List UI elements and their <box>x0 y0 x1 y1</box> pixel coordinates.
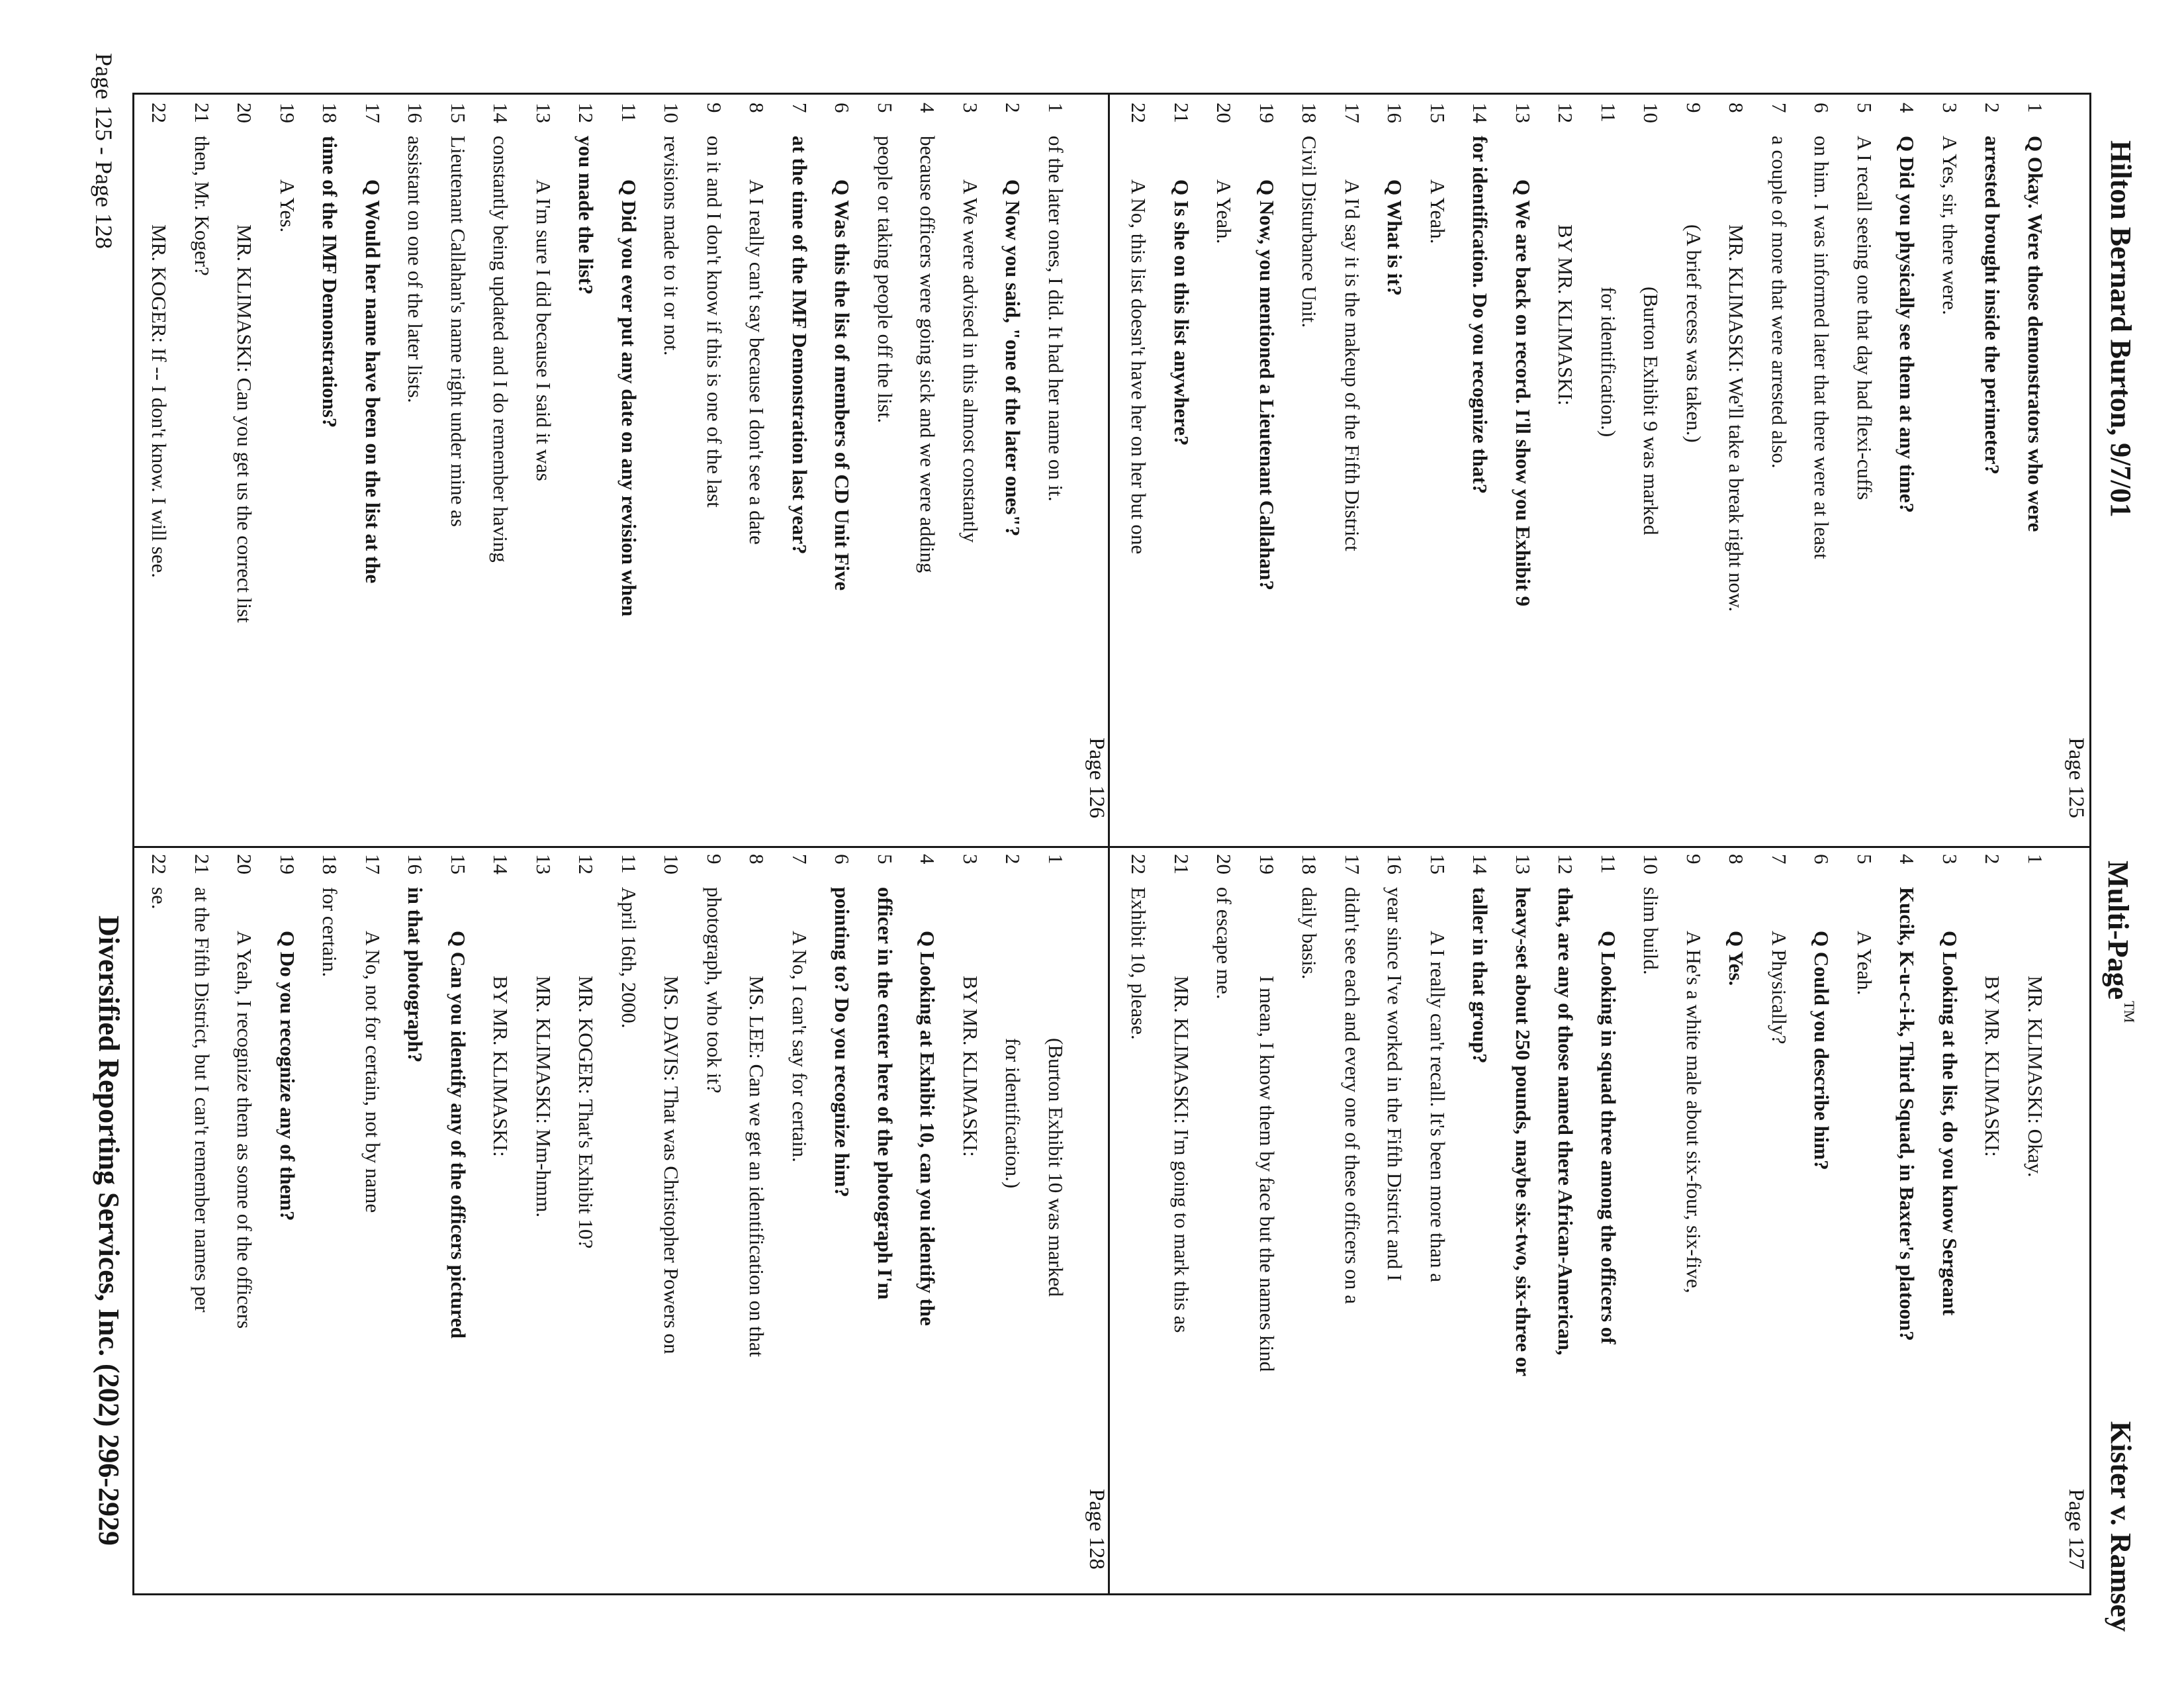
transcript-line <box>693 846 736 1597</box>
line-text: officer in the center here of the photograph I'm <box>874 887 897 1300</box>
transcript-line <box>565 846 608 1597</box>
line-number: 15 <box>447 103 470 123</box>
line-text: A Physically? <box>1768 931 1791 1045</box>
transcript-line <box>308 846 351 1597</box>
line-number: 20 <box>233 854 257 874</box>
line-text: A I'm sure I did because I said it was <box>532 179 555 481</box>
line-text: at the time of the IMF Demonstration last year? <box>788 136 811 555</box>
transcript-line <box>1715 95 1758 846</box>
transcript-line <box>1629 95 1672 846</box>
format-header <box>2101 861 2138 1023</box>
transcript-page-128 <box>130 846 1110 1597</box>
page-number: Page 125 <box>2064 737 2088 818</box>
transcript-line <box>1288 95 1331 846</box>
transcript-line <box>1246 846 1289 1597</box>
line-number: 1 <box>2024 103 2047 113</box>
line-number: 6 <box>1810 854 1834 865</box>
line-text: Q We are back on record. I'll show you Exhibit 9 <box>1512 179 1535 607</box>
line-number: 10 <box>1639 103 1663 123</box>
transcript-line <box>1587 95 1630 846</box>
line-number: 11 <box>1597 854 1620 874</box>
line-text: on it and I don't know if this is one of the last <box>703 136 726 508</box>
transcript-line <box>394 95 437 846</box>
transcript-line <box>1117 95 1160 846</box>
transcript-line <box>1331 846 1374 1597</box>
transcript-line <box>1886 846 1929 1597</box>
line-number: 7 <box>1768 103 1791 113</box>
line-text: Q Would her name have been on the list at the <box>361 179 385 584</box>
line-text: A No, this list doesn't have her on her but one <box>1127 179 1151 555</box>
transcript-line <box>949 846 992 1597</box>
transcript-line <box>1459 95 1502 846</box>
line-number: 3 <box>959 103 982 113</box>
transcript-line <box>1502 846 1545 1597</box>
line-text: A Yeah. <box>1212 179 1236 244</box>
transcript-line <box>1971 846 2014 1597</box>
transcript-line <box>437 95 480 846</box>
transcript-line <box>608 95 651 846</box>
transcript-line <box>1373 95 1416 846</box>
line-number: 8 <box>1725 103 1749 113</box>
transcript-line <box>1971 95 2014 846</box>
line-text: (A brief recess was taken.) <box>1682 224 1706 443</box>
line-text: that, are any of those named there African-American, <box>1554 887 1578 1356</box>
transcript-line <box>351 846 394 1597</box>
page-number: Page 128 <box>1085 1489 1109 1570</box>
line-text: A I really can't say because I don't see a date <box>745 179 769 545</box>
transcript-line <box>778 95 821 846</box>
transcript-line <box>1929 846 1972 1597</box>
line-number: 17 <box>1341 103 1364 123</box>
line-number: 18 <box>1298 854 1322 874</box>
line-number: 21 <box>1170 103 1193 123</box>
line-number: 16 <box>404 103 428 123</box>
line-number: 13 <box>532 854 555 874</box>
transcript-line <box>949 95 992 846</box>
line-number: 7 <box>1768 854 1791 865</box>
line-number: 10 <box>1639 854 1663 874</box>
line-number: 12 <box>574 103 598 123</box>
line-text: Q Now you said, "one of the later ones"? <box>1001 179 1025 537</box>
transcript-line <box>906 846 949 1597</box>
line-text: MR. KOGER: If -- I don't know. I will see. <box>148 224 171 578</box>
line-number: 10 <box>660 854 684 874</box>
transcript-page-127 <box>1110 846 2089 1597</box>
transcript-line <box>138 846 181 1597</box>
line-number: 15 <box>447 854 470 874</box>
line-text: Q Do you recognize any of them? <box>276 931 299 1221</box>
line-number: 16 <box>1383 103 1407 123</box>
transcript-line <box>1459 846 1502 1597</box>
transcript-line <box>1672 95 1715 846</box>
line-number: 17 <box>361 854 385 874</box>
transcript-lines <box>138 95 1077 846</box>
transcript-line <box>906 95 949 846</box>
line-number: 14 <box>1469 103 1492 123</box>
line-text: Q Was this the list of members of CD Unit Five <box>831 179 854 591</box>
line-number: 4 <box>916 103 940 113</box>
transcript-line <box>1117 846 1160 1597</box>
transcript-line <box>1416 95 1459 846</box>
transcript-line <box>1886 95 1929 846</box>
transcript-line <box>1587 846 1630 1597</box>
transcript-line <box>394 846 437 1597</box>
line-text: for certain. <box>318 887 342 977</box>
transcript-line <box>1758 95 1801 846</box>
line-number: 7 <box>788 854 811 865</box>
line-number: 3 <box>1938 103 1962 113</box>
line-text: people or taking people off the list. <box>874 136 897 424</box>
transcript-line <box>1715 846 1758 1597</box>
transcript-line <box>1800 846 1843 1597</box>
line-number: 19 <box>1255 854 1279 874</box>
line-text: daily basis. <box>1298 887 1322 980</box>
page-range-footer: Page 125 - Page 128 <box>91 53 117 249</box>
line-number: 9 <box>1682 103 1706 113</box>
line-text: A I really can't recall. It's been more than a <box>1426 931 1449 1283</box>
line-number: 12 <box>1554 103 1578 123</box>
transcript-line <box>608 846 651 1597</box>
line-number: 5 <box>1853 854 1876 865</box>
line-text: I mean, I know them by face but the names kind <box>1255 976 1279 1372</box>
transcript-line <box>522 846 565 1597</box>
line-number: 6 <box>831 854 854 865</box>
transcript-page-125 <box>1110 95 2089 846</box>
line-text: Q Looking in squad three among the officers of <box>1597 931 1620 1344</box>
line-text: April 16th, 2000. <box>617 887 641 1029</box>
line-number: 9 <box>703 103 726 113</box>
line-number: 6 <box>831 103 854 113</box>
transcript-line <box>223 846 266 1597</box>
line-number: 2 <box>1981 103 2005 113</box>
transcript-line <box>1203 95 1246 846</box>
line-number: 11 <box>617 854 641 874</box>
transcript-line <box>138 95 181 846</box>
line-number: 21 <box>191 854 214 874</box>
line-text: at the Fifth District, but I can't remember names per <box>191 887 214 1313</box>
line-text: in that photograph? <box>404 887 428 1063</box>
transcript-line <box>522 95 565 846</box>
line-number: 22 <box>148 103 171 123</box>
line-number: 2 <box>1981 854 2005 865</box>
line-number: 22 <box>1127 854 1151 874</box>
line-text: of escape me. <box>1212 887 1236 1000</box>
line-text: BY MR. KLIMASKI: <box>959 976 982 1157</box>
transcript-line <box>735 95 778 846</box>
line-number: 2 <box>1001 854 1025 865</box>
line-text: Civil Disturbance Unit. <box>1298 136 1322 328</box>
transcript-line <box>864 846 907 1597</box>
trademark-mark: TM <box>2121 1001 2138 1023</box>
line-text: taller in that group? <box>1469 887 1492 1064</box>
line-text: didn't see each and every one of these officers on a <box>1341 887 1364 1304</box>
line-text: because officers were going sick and we were adding <box>916 136 940 573</box>
line-text: MR. KLIMASKI: Okay. <box>2024 976 2047 1178</box>
line-text: MS. DAVIS: That was Christopher Powers on <box>660 976 684 1354</box>
transcript-line <box>1288 846 1331 1597</box>
line-text: photograph, who took it? <box>703 887 726 1094</box>
line-number: 11 <box>617 103 641 122</box>
transcript-line <box>1758 846 1801 1597</box>
line-number: 1 <box>1044 854 1068 865</box>
line-number: 18 <box>318 103 342 123</box>
page-number: Page 127 <box>2064 1489 2088 1570</box>
line-text: then, Mr. Koger? <box>191 136 214 276</box>
line-number: 20 <box>1212 103 1236 123</box>
reporter-footer: Diversified Reporting Services, Inc. (202) 296-2929 <box>93 915 125 1546</box>
line-number: 19 <box>276 103 299 123</box>
line-text: Q What is it? <box>1383 179 1407 296</box>
line-text: Q Can you identify any of the officers pictured <box>447 931 470 1338</box>
line-text: A No, I can't say for certain. <box>788 931 811 1162</box>
line-number: 20 <box>233 103 257 123</box>
transcript-line <box>266 95 309 846</box>
transcript-line <box>1160 95 1203 846</box>
transcript-line <box>991 846 1034 1597</box>
line-text: MR. KOGER: That's Exhibit 10? <box>574 976 598 1249</box>
line-number: 14 <box>1469 854 1492 874</box>
transcript-line <box>1629 846 1672 1597</box>
line-text: Q Now, you mentioned a Lieutenant Callahan? <box>1255 179 1279 590</box>
line-number: 15 <box>1426 854 1449 874</box>
line-text: BY MR. KLIMASKI: <box>1981 976 2005 1157</box>
line-text: for identification.) <box>1597 287 1620 438</box>
line-number: 13 <box>1512 854 1535 874</box>
line-number: 18 <box>318 854 342 874</box>
line-text: A Yeah. <box>1426 179 1449 244</box>
line-number: 13 <box>532 103 555 123</box>
transcript-line <box>351 95 394 846</box>
transcript-line <box>821 95 864 846</box>
transcript-line <box>1843 846 1886 1597</box>
line-number: 22 <box>148 854 171 874</box>
line-number: 19 <box>1255 103 1279 123</box>
transcript-lines <box>1117 95 2056 846</box>
line-number: 17 <box>1341 854 1364 874</box>
line-text: of the later ones, I did. It had her name on it. <box>1044 136 1068 502</box>
transcript-line <box>1034 95 1077 846</box>
line-text: Q Looking at the list, do you know Sergeant <box>1938 931 1962 1316</box>
line-number: 21 <box>1170 854 1193 874</box>
transcript-lines <box>1117 846 2056 1597</box>
line-text: A No, not for certain, not by name <box>361 931 385 1213</box>
transcript-line <box>650 95 693 846</box>
line-text: Lieutenant Callahan's name right under mine as <box>447 136 470 527</box>
line-number: 14 <box>489 103 513 123</box>
line-text: pointing to? Do you recognize him? <box>831 887 854 1197</box>
line-number: 15 <box>1426 103 1449 123</box>
line-text: MR. KLIMASKI: Can you get us the correct list <box>233 224 257 623</box>
line-text: se. <box>148 887 171 910</box>
line-text: A We were advised in this almost constantly <box>959 179 982 543</box>
transcript-line <box>2014 95 2057 846</box>
line-text: constantly being updated and I do remember having <box>489 136 513 563</box>
line-number: 4 <box>1895 103 1919 113</box>
transcript-frame <box>132 93 2091 1595</box>
transcript-line <box>1672 846 1715 1597</box>
line-text: A Yeah, I recognize them as some of the officers <box>233 931 257 1329</box>
page-number: Page 126 <box>1085 737 1109 818</box>
line-number: 8 <box>745 854 769 865</box>
line-number: 3 <box>1938 854 1962 865</box>
line-number: 2 <box>1001 103 1025 113</box>
line-number: 18 <box>1298 103 1322 123</box>
transcript-line <box>479 846 522 1597</box>
line-number: 12 <box>1554 854 1578 874</box>
line-text: (Burton Exhibit 9 was marked <box>1639 287 1663 536</box>
transcript-line <box>735 846 778 1597</box>
line-text: MR. KLIMASKI: I'm going to mark this as <box>1170 976 1193 1333</box>
transcript-line <box>2014 846 2057 1597</box>
line-number: 4 <box>916 854 940 865</box>
line-number: 9 <box>1682 854 1706 865</box>
transcript-lines <box>138 846 1077 1597</box>
transcript-line <box>1331 95 1374 846</box>
line-number: 5 <box>874 854 897 865</box>
line-text: Q Is she on this list anywhere? <box>1170 179 1193 446</box>
transcript-line <box>266 846 309 1597</box>
line-number: 6 <box>1810 103 1834 113</box>
transcript-line <box>1373 846 1416 1597</box>
transcript-line <box>437 846 480 1597</box>
transcript-line <box>821 846 864 1597</box>
line-text: you made the list? <box>574 136 598 295</box>
line-text: time of the IMF Demonstrations? <box>318 136 342 428</box>
transcript-page-126 <box>130 95 1110 846</box>
transcript-line <box>1502 95 1545 846</box>
line-text: Q Could you describe him? <box>1810 931 1834 1170</box>
line-number: 19 <box>276 854 299 874</box>
line-number: 22 <box>1127 103 1151 123</box>
line-text: a couple of more that were arrested also. <box>1768 136 1791 469</box>
line-text: MR. KLIMASKI: We'll take a break right now. <box>1725 224 1749 612</box>
line-number: 12 <box>574 854 598 874</box>
line-number: 13 <box>1512 103 1535 123</box>
transcript-line <box>1203 846 1246 1597</box>
line-text: A Yes. <box>276 179 299 233</box>
transcript-line <box>1843 95 1886 846</box>
transcript-line <box>1544 846 1587 1597</box>
transcript-line <box>778 846 821 1597</box>
line-text: on him. I was informed later that there were at least <box>1810 136 1834 559</box>
transcript-line <box>864 95 907 846</box>
format-label: Multi-Page <box>2102 861 2134 1000</box>
line-number: 5 <box>1853 103 1876 113</box>
line-number: 16 <box>1383 854 1407 874</box>
line-number: 16 <box>404 854 428 874</box>
line-number: 8 <box>745 103 769 113</box>
line-number: 17 <box>361 103 385 123</box>
transcript-line <box>565 95 608 846</box>
transcript-line <box>1246 95 1289 846</box>
line-text: Kucik, K-u-c-i-k, Third Squad, in Baxter's platoon? <box>1895 887 1919 1341</box>
transcript-line <box>650 846 693 1597</box>
line-number: 14 <box>489 854 513 874</box>
line-number: 1 <box>1044 103 1068 113</box>
line-number: 7 <box>788 103 811 113</box>
line-number: 11 <box>1597 103 1620 122</box>
transcript-line <box>991 95 1034 846</box>
line-text: slim build. <box>1639 887 1663 975</box>
line-text: Q Did you physically see them at any time? <box>1895 136 1919 514</box>
line-text: A I'd say it is the makeup of the Fifth District <box>1341 179 1364 551</box>
line-text: BY MR. KLIMASKI: <box>1554 224 1578 406</box>
transcript-line <box>1929 95 1972 846</box>
transcript-line <box>223 95 266 846</box>
transcript-line <box>181 846 224 1597</box>
transcript-line <box>1544 95 1587 846</box>
transcript-line <box>308 95 351 846</box>
line-text: Q Looking at Exhibit 10, can you identify the <box>916 931 940 1326</box>
line-number: 21 <box>191 103 214 123</box>
line-text: heavy-set about 250 pounds, maybe six-two, six-three or <box>1512 887 1535 1377</box>
line-number: 1 <box>2024 854 2047 865</box>
case-header: Kister v. Ramsey <box>2105 1421 2137 1632</box>
line-text: for identification. Do you recognize that? <box>1469 136 1492 494</box>
line-text: Q Okay. Were those demonstrators who were <box>2024 136 2047 532</box>
line-text: Q Yes. <box>1725 931 1749 986</box>
transcript-line <box>1416 846 1459 1597</box>
line-text: assistant on one of the later lists. <box>404 136 428 403</box>
line-number: 3 <box>959 854 982 865</box>
line-text: Q Did you ever put any date on any revision when <box>617 179 641 617</box>
line-text: A He's a white male about six-four, six-five, <box>1682 931 1706 1293</box>
line-text: Exhibit 10, please. <box>1127 887 1151 1040</box>
line-text: revisions made to it or not. <box>660 136 684 356</box>
line-text: for identification.) <box>1001 1038 1025 1189</box>
line-number: 9 <box>703 854 726 865</box>
line-number: 4 <box>1895 854 1919 865</box>
line-text: A Yeah. <box>1853 931 1876 996</box>
transcript-line <box>1800 95 1843 846</box>
line-text: MR. KLIMASKI: Mm-hmm. <box>532 976 555 1218</box>
line-text: arrested brought inside the perimeter? <box>1981 136 2005 475</box>
witness-header: Hilton Bernard Burton, 9/7/01 <box>2105 140 2137 518</box>
transcript-line <box>1160 846 1203 1597</box>
line-text: MS. LEE: Can we get an identification on that <box>745 976 769 1357</box>
transcript-line <box>693 95 736 846</box>
line-number: 5 <box>874 103 897 113</box>
transcript-line <box>479 95 522 846</box>
transcript-line <box>181 95 224 846</box>
line-number: 8 <box>1725 854 1749 865</box>
line-text: A I recall seeing one that day had flexi-cuffs <box>1853 136 1876 500</box>
line-number: 10 <box>660 103 684 123</box>
line-text: year since I've worked in the Fifth District and I <box>1383 887 1407 1282</box>
line-text: A Yes, sir, there were. <box>1938 136 1962 315</box>
line-number: 20 <box>1212 854 1236 874</box>
line-text: BY MR. KLIMASKI: <box>489 976 513 1157</box>
transcript-line <box>1034 846 1077 1597</box>
line-text: (Burton Exhibit 10 was marked <box>1044 1038 1068 1297</box>
